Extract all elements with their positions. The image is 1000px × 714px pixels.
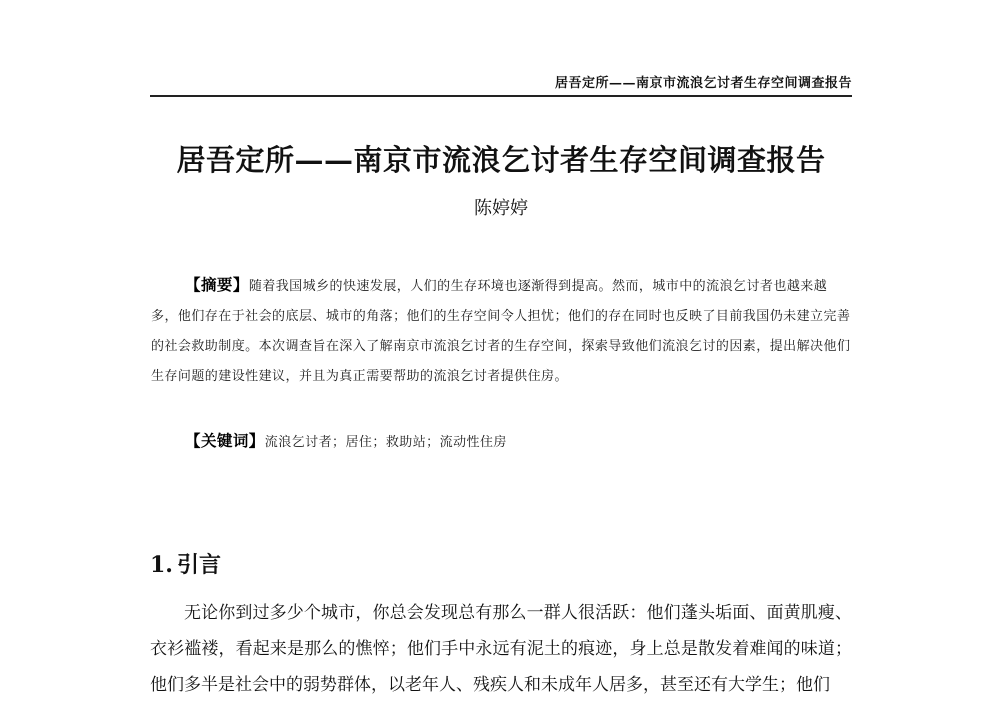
section-title: 引言: [176, 552, 221, 578]
section-number: 1.: [150, 552, 173, 578]
header-rule: [150, 95, 852, 97]
abstract-paragraph: [151, 270, 851, 392]
keywords-paragraph: [151, 426, 851, 458]
keywords-text: 流浪乞讨者；居住；救助站；流动性住房: [264, 435, 507, 450]
section-heading: [150, 548, 221, 579]
abstract-text: 随着我国城乡的快速发展，人们的生存环境也逐渐得到提高。然而，城市中的流浪乞讨者也越来越多，他们存在于社会的底层、城市的角落；他们的生存空间令人担忧；他们的存在同时也反映了目前我国仍未建立完善的社会救助制度。本次调查旨在深入了解南京市流浪乞讨者的生存空间，探索导致他们流浪乞讨的因素，提出解决他们生存问题的建设性建议，并且为真正需要帮助的流浪乞讨者提供住房。: [151, 279, 851, 384]
keywords-label: 【关键词】: [185, 432, 265, 450]
running-header: 居吾定所——南京市流浪乞讨者生存空间调查报告: [554, 76, 852, 91]
abstract-label: 【摘要】: [185, 276, 249, 294]
document-author: 陈婷婷: [474, 198, 528, 219]
intro-paragraph: 无论你到过多少个城市，你总会发现总有那么一群人很活跃：他们蓬头垢面、面黄肌瘦、衣衫褴褛，看起来是那么的憔悴；他们手中永远有泥土的痕迹，身上总是散发着难闻的味道；他们多半是社会中的弱势群体，以老年人、残疾人和未成年人居多，甚至还有大学生；他们: [150, 603, 852, 695]
document-title: 居吾定所——南京市流浪乞讨者生存空间调查报告: [176, 143, 826, 177]
